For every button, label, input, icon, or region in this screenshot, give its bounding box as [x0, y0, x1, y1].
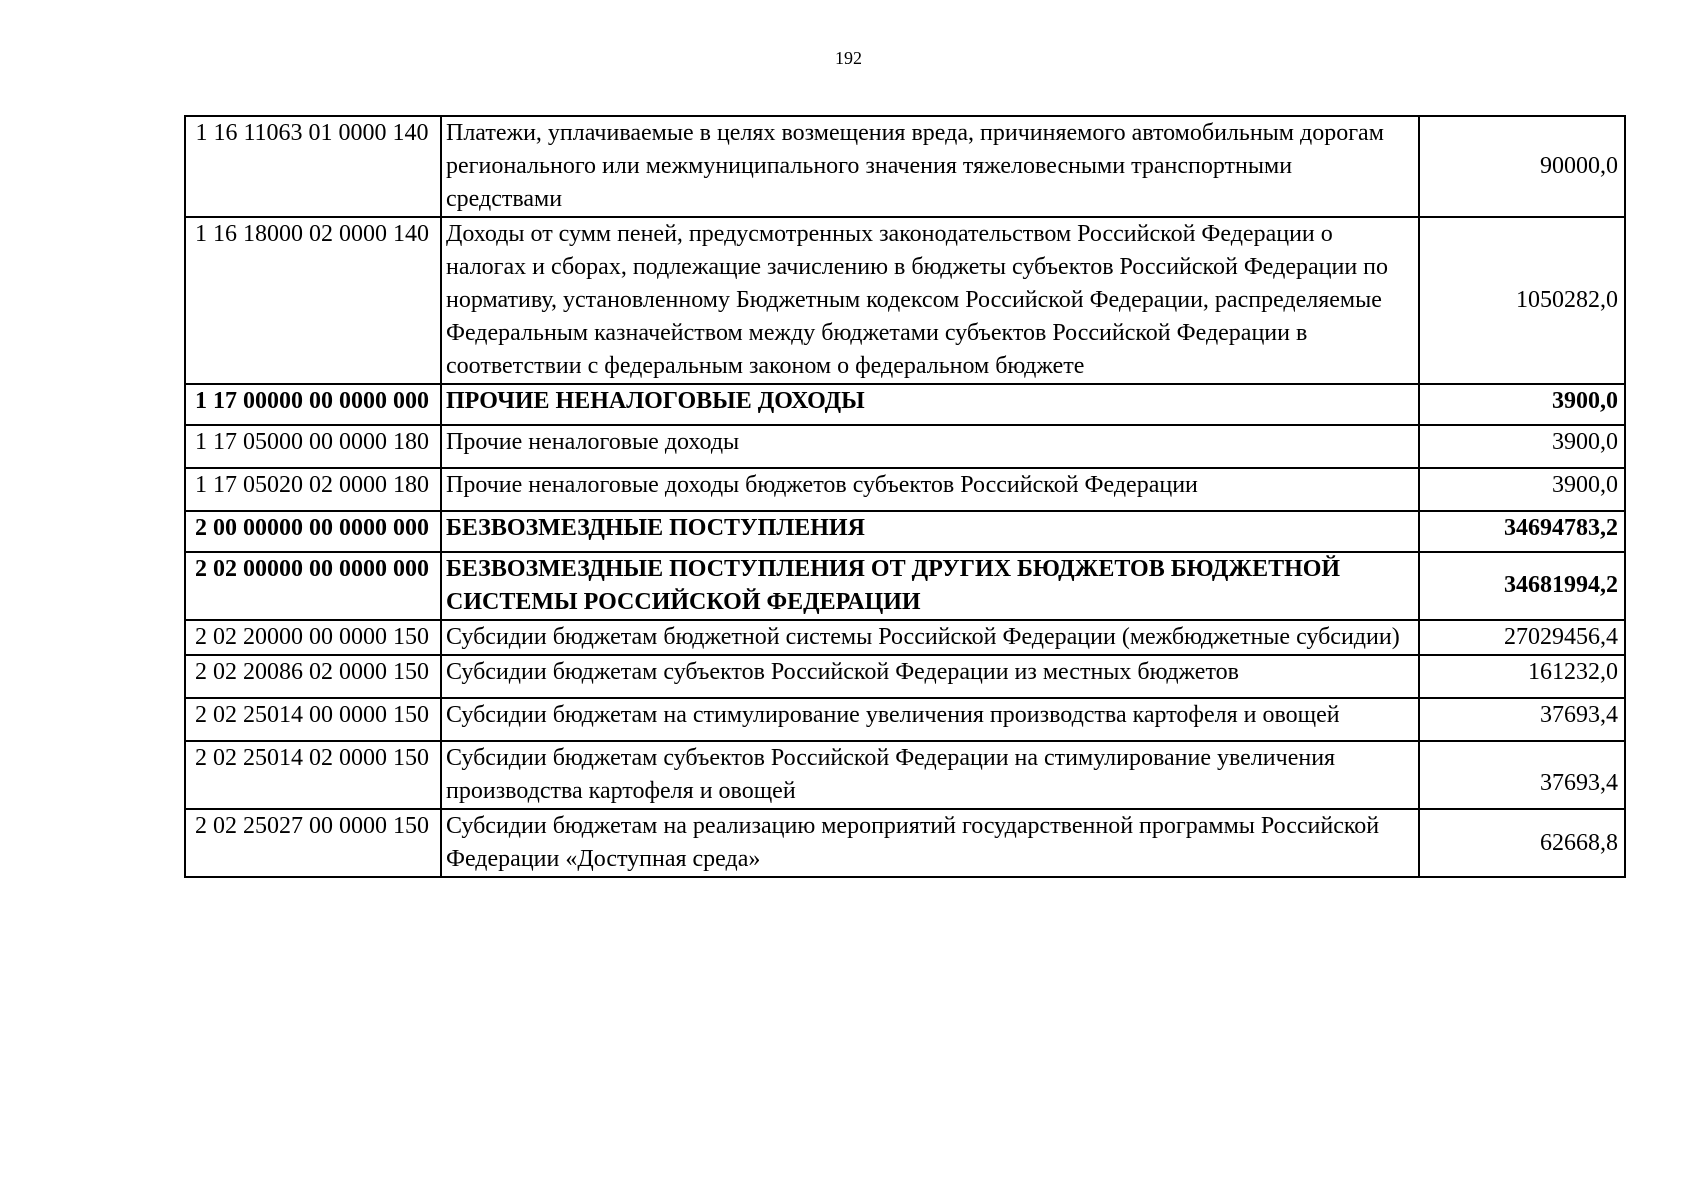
revenue-name-cell: Субсидии бюджетам субъектов Российской Федерации на стимулирование увеличения производства картофеля и овощей: [441, 741, 1419, 809]
amount-cell: 3900,0: [1419, 425, 1625, 468]
revenue-name-cell: Платежи, уплачиваемые в целях возмещения вреда, причиняемого автомобильным дорогам регионального или межмуниципального значения тяжеловесными транспортными средствами: [441, 116, 1419, 217]
revenue-name-cell: Доходы от сумм пеней, предусмотренных законодательством Российской Федерации о налогах и сборах, подлежащие зачислению в бюджеты субъектов Российской Федерации по нормативу, установленному Бюджетным кодексом Российской Федерации, распределяемые Федеральным казначейством между бюджетами субъектов Российской Федерации в соответствии с федеральным законом о федеральном бюджете: [441, 217, 1419, 384]
amount-cell: 1050282,0: [1419, 217, 1625, 384]
revenue-name-cell: Субсидии бюджетам бюджетной системы Российской Федерации (межбюджетные субсидии): [441, 620, 1419, 655]
table-row: [185, 809, 1625, 877]
budget-code-cell: 1 17 05020 02 0000 180: [185, 468, 441, 511]
table-row: [185, 425, 1625, 468]
amount-cell: 27029456,4: [1419, 620, 1625, 655]
table-row: [185, 698, 1625, 741]
revenue-name-cell: Субсидии бюджетам на реализацию мероприятий государственной программы Российской Федерации «Доступная среда»: [441, 809, 1419, 877]
table-row: [185, 655, 1625, 698]
amount-cell: 34694783,2: [1419, 511, 1625, 552]
budget-code-cell: 2 02 25014 02 0000 150: [185, 741, 441, 809]
table-row: [185, 217, 1625, 384]
amount-cell: 62668,8: [1419, 809, 1625, 877]
table-row-section-total: [185, 511, 1625, 552]
revenue-name-cell: Субсидии бюджетам субъектов Российской Федерации из местных бюджетов: [441, 655, 1419, 698]
table-row: [185, 620, 1625, 655]
budget-revenue-table: [184, 115, 1626, 878]
table-row: [185, 468, 1625, 511]
amount-cell: 37693,4: [1419, 741, 1625, 809]
revenue-name-cell: Субсидии бюджетам на стимулирование увеличения производства картофеля и овощей: [441, 698, 1419, 741]
amount-cell: 3900,0: [1419, 384, 1625, 425]
budget-code-cell: 2 02 20000 00 0000 150: [185, 620, 441, 655]
revenue-name-cell: Прочие неналоговые доходы: [441, 425, 1419, 468]
budget-code-cell: 1 16 18000 02 0000 140: [185, 217, 441, 384]
revenue-name-cell: Прочие неналоговые доходы бюджетов субъектов Российской Федерации: [441, 468, 1419, 511]
amount-cell: 161232,0: [1419, 655, 1625, 698]
page-number: 192: [835, 48, 862, 68]
amount-cell: 3900,0: [1419, 468, 1625, 511]
amount-cell: 90000,0: [1419, 116, 1625, 217]
budget-code-cell: 2 02 20086 02 0000 150: [185, 655, 441, 698]
revenue-name-cell: БЕЗВОЗМЕЗДНЫЕ ПОСТУПЛЕНИЯ ОТ ДРУГИХ БЮДЖЕТОВ БЮДЖЕТНОЙ СИСТЕМЫ РОССИЙСКОЙ ФЕДЕРАЦИИ: [441, 552, 1419, 620]
budget-code-cell: 2 02 25014 00 0000 150: [185, 698, 441, 741]
table-row: [185, 741, 1625, 809]
revenue-name-cell: ПРОЧИЕ НЕНАЛОГОВЫЕ ДОХОДЫ: [441, 384, 1419, 425]
amount-cell: 37693,4: [1419, 698, 1625, 741]
budget-code-cell: 1 17 05000 00 0000 180: [185, 425, 441, 468]
budget-code-cell: 1 16 11063 01 0000 140: [185, 116, 441, 217]
budget-code-cell: 2 02 25027 00 0000 150: [185, 809, 441, 877]
budget-code-cell: 2 02 00000 00 0000 000: [185, 552, 441, 620]
table-row-section-total: [185, 552, 1625, 620]
budget-code-cell: 1 17 00000 00 0000 000: [185, 384, 441, 425]
amount-cell: 34681994,2: [1419, 552, 1625, 620]
table-row: [185, 116, 1625, 217]
revenue-name-cell: БЕЗВОЗМЕЗДНЫЕ ПОСТУПЛЕНИЯ: [441, 511, 1419, 552]
table-row-section-total: [185, 384, 1625, 425]
budget-code-cell: 2 00 00000 00 0000 000: [185, 511, 441, 552]
